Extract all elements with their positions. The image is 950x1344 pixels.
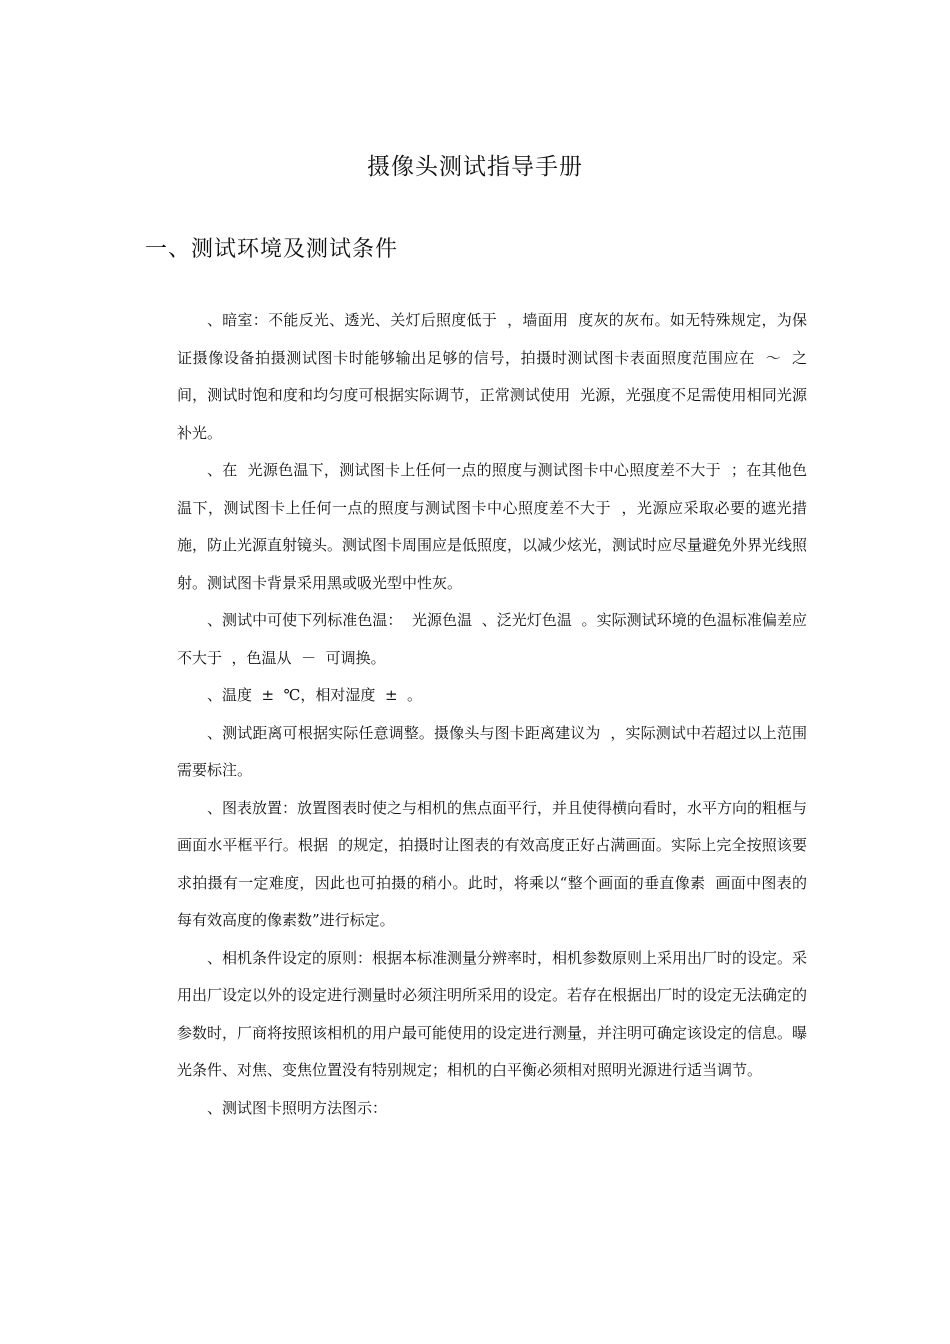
paragraph-4: 、温度 ± ℃，相对湿度 ± 。 (207, 686, 423, 704)
paragraph-1: 、暗室：不能反光、透光、关灯后照度低于 ，墙面用 度灰的灰布。如无特殊规定，为保证摄像设备拍摄测试图卡时能够输出足够的信号，拍摄时测试图卡表面照度范围应在 ～ 之间，测试时饱和度和均匀度可根据实际调节，正常测试使用 光源，光强度不足需使用相同光源补光。 (177, 311, 807, 442)
paragraph-5: 、测试距离可根据实际任意调整。摄像头与图卡距离建议为 ，实际测试中若超过以上范围需要标注。 (177, 723, 807, 779)
paragraph-6: 、图表放置：放置图表时使之与相机的焦点面平行，并且使得横向看时，水平方向的粗框与画面水平框平行。根据 的规定，拍摄时让图表的有效高度正好占满画面。实际上完全按照该要求拍摄有一定难度，因此也可拍摄的稍小。此时，将乘以“整个画面的垂直像素 画面中图表的每有效高度的像素数”进行标定。 (177, 798, 808, 929)
paragraph-2: 、在 光源色温下，测试图卡上任何一点的照度与测试图卡中心照度差不大于 ；在其他色温下，测试图卡上任何一点的照度与测试图卡中心照度差不大于 ，光源应采取必要的遮光措施，防止光源直射镜头。测试图卡周围应是低照度，以减少炫光，测试时应尽量避免外界光线照射。测试图卡背景采用黑或吸光型中性灰。 (177, 461, 808, 592)
section-heading: 一、测试环境及测试条件 (145, 237, 399, 262)
document-title: 摄像头测试指导手册 (367, 154, 583, 180)
paragraph-8: 、测试图卡照明方法图示： (207, 1098, 388, 1117)
document-body (177, 302, 807, 1127)
paragraph-7: 、相机条件设定的原则：根据本标准测量分辨率时，相机参数原则上采用出厂时的设定。采用出厂设定以外的设定进行测量时必须注明所采用的设定。若存在根据出厂时的设定无法确定的参数时，厂商将按照该相机的用户最可能使用的设定进行测量，并注明可确定该设定的信息。曝光条件、对焦、变焦位置没有特别规定；相机的白平衡必须相对照明光源进行适当调节。 (177, 948, 808, 1079)
paragraph-3: 、测试中可使下列标准色温： 光源色温 、泛光灯色温 。实际测试环境的色温标准偏差应不大于 ，色温从 － 可调换。 (177, 611, 807, 667)
